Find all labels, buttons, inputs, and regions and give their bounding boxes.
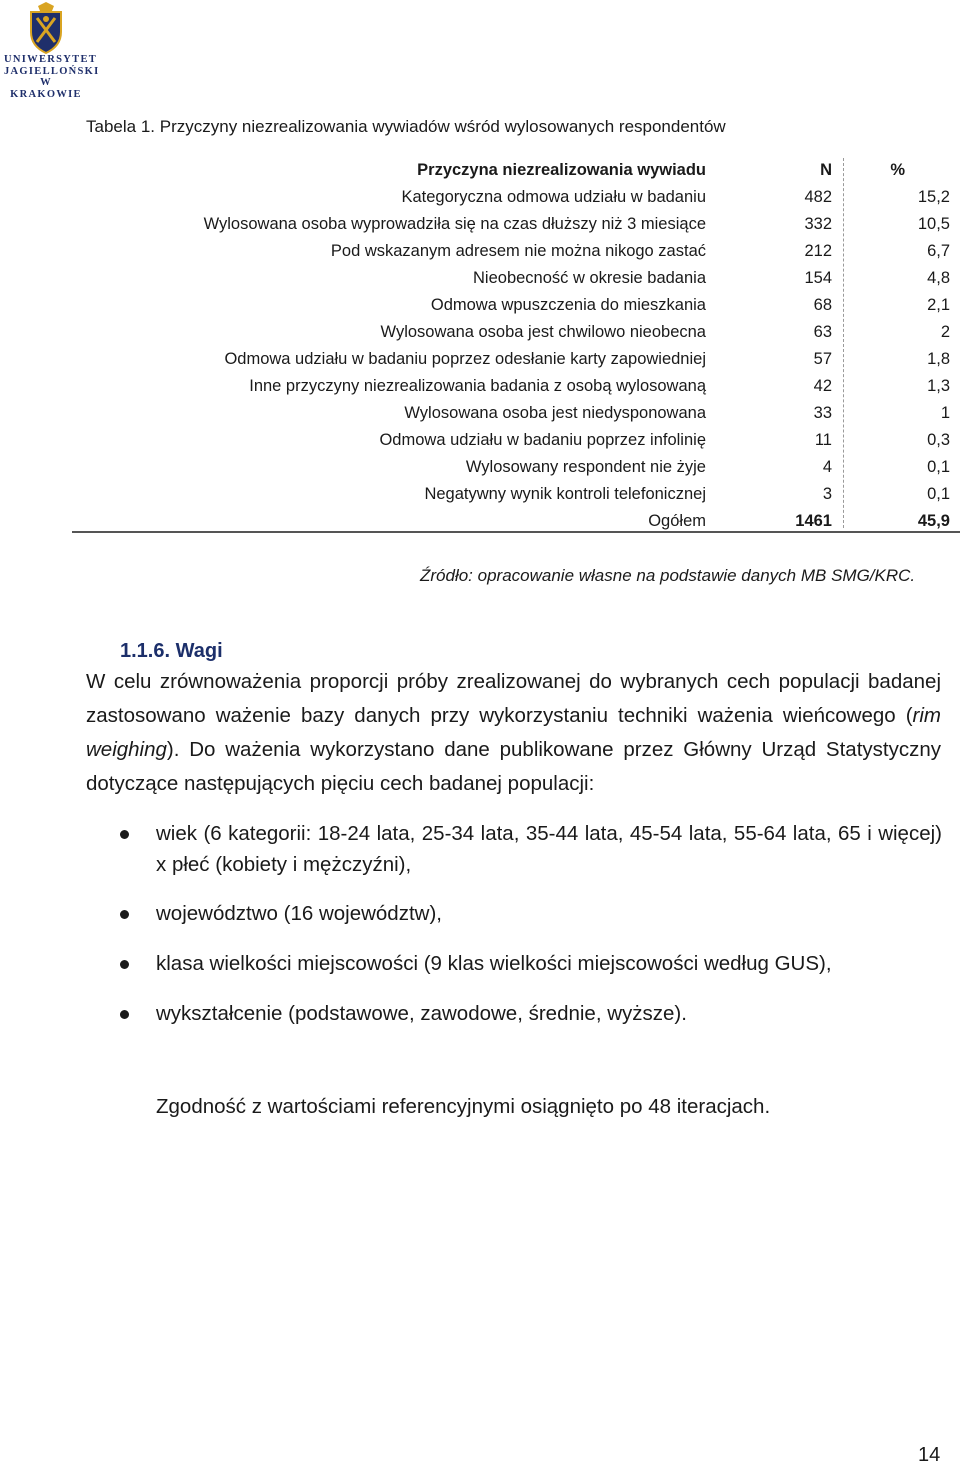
row-percent: 1,8 [927,350,950,368]
section-title: Wagi [175,640,223,662]
row-percent: 0,3 [927,431,950,449]
row-n: 212 [804,242,832,260]
caption-title: Przyczyny niezrealizowania wywiadów wśród wylosowanych respondentów [159,117,726,136]
row-reason: Pod wskazanym adresem nie można nikogo zastać [330,242,706,260]
source-note: Źródło: opracowanie własne na podstawie danych MB SMG/KRC. [420,566,916,585]
row-n: 154 [804,269,832,287]
row-reason: Nieobecność w okresie badania [473,269,706,287]
section-heading [120,640,223,663]
row-percent: 2,1 [927,296,950,314]
row-n: 332 [804,215,832,233]
logo-line-3: W KRAKOWIE [10,77,82,100]
table-header-row [72,158,960,185]
table-row [72,266,960,293]
total-label: Ogółem [648,512,706,530]
table-bottom-rule [72,531,960,533]
list-item-text: wykształcenie (podstawowe, zawodowe, średnie, wyższe). [156,1002,687,1025]
logo-line-2: JAGIELLOŃSKI [4,65,100,77]
list-item-text: klasa wielkości miejscowości (9 klas wielkości miejscowości według GUS), [156,952,832,975]
university-logo [4,2,100,100]
weighting-variables-list [120,818,942,1029]
table-row [72,212,960,239]
list-item [120,948,942,979]
table-caption [86,117,726,137]
row-percent: 1 [940,404,950,422]
bullet-icon [120,910,129,919]
header-reason: Przyczyna niezrealizowania wywiadu [417,161,706,179]
header-percent: % [890,161,905,179]
row-reason: Odmowa udziału w badaniu poprzez infolinię [379,431,706,449]
header-n: N [820,161,832,179]
section-number: 1.1.6. [120,640,171,662]
row-percent: 10,5 [917,215,950,233]
list-item [120,998,942,1029]
table-row [72,185,960,212]
page-number: 14 [918,1444,941,1466]
row-percent: 2 [940,323,950,341]
row-n: 11 [814,431,832,449]
table-row [72,239,960,266]
list-item [120,898,942,929]
paragraph-italic-term: rim weighing [86,704,941,761]
row-reason: Kategoryczna odmowa udziału w badaniu [401,188,706,206]
table-row [72,293,960,320]
row-percent: 0,1 [927,458,950,476]
row-reason: Odmowa wpuszczenia do mieszkania [430,296,706,314]
row-reason: Inne przyczyny niezrealizowania badania z osobą wylosowaną [249,377,706,395]
bullet-icon [120,1010,129,1019]
paragraph-part-1: W celu zrównoważenia proporcji próby zrealizowanej do wybranych cech populacji badanej zastosowano ważenie bazy danych przy wykorzystaniu techniki ważenia wieńcowego ( [86,670,941,727]
row-percent: 4,8 [927,269,950,287]
list-item [120,818,942,880]
table-row [72,374,960,401]
total-percent: 45,9 [917,512,950,530]
row-n: 4 [822,458,832,476]
table-row [72,455,960,482]
row-percent: 6,7 [927,242,950,260]
row-percent: 0,1 [927,485,950,503]
paragraph-part-2: ). Do ważenia wykorzystano dane publikowane przez Główny Urząd Statystyczny dotyczące następujących pięciu cech badanej populacji: [86,738,941,795]
table-row [72,401,960,428]
row-n: 42 [813,377,832,395]
crest-icon [28,2,64,54]
table-row [72,482,960,509]
row-reason: Negatywny wynik kontroli telefonicznej [424,485,706,503]
total-n: 1461 [795,512,832,530]
row-reason: Wylosowana osoba jest niedysponowana [404,404,706,422]
row-reason: Wylosowana osoba jest chwilowo nieobecna [380,323,706,341]
row-reason: Odmowa udziału w badaniu poprzez odesłanie karty zapowiedniej [224,350,706,368]
bullet-icon [120,830,129,839]
row-percent: 1,3 [927,377,950,395]
row-n: 3 [822,485,832,503]
reasons-table [72,158,960,536]
logo-line-1: UNIWERSYTET [4,54,98,65]
row-reason: Wylosowana osoba wyprowadziła się na czas dłuższy niż 3 miesiące [203,215,706,233]
table-row [72,320,960,347]
row-n: 68 [813,296,832,314]
row-n: 63 [813,323,832,341]
row-n: 482 [804,188,832,206]
table-row [72,428,960,455]
table-row [72,347,960,374]
row-n: 57 [813,350,832,368]
row-n: 33 [813,404,832,422]
list-item-text: wiek (6 kategorii: 18-24 lata, 25-34 lata, 35-44 lata, 45-54 lata, 55-64 lata, 65 i więcej) x płeć (kobiety i mężczyźni), [156,822,942,876]
closing-sentence: Zgodność z wartościami referencyjnymi osiągnięto po 48 iteracjach. [156,1095,771,1118]
list-item-text: województwo (16 województw), [156,902,442,925]
row-percent: 15,2 [917,188,950,206]
section-paragraph [86,665,941,801]
bullet-icon [120,960,129,969]
caption-label: Tabela 1. [86,117,155,136]
row-reason: Wylosowany respondent nie żyje [465,458,706,476]
